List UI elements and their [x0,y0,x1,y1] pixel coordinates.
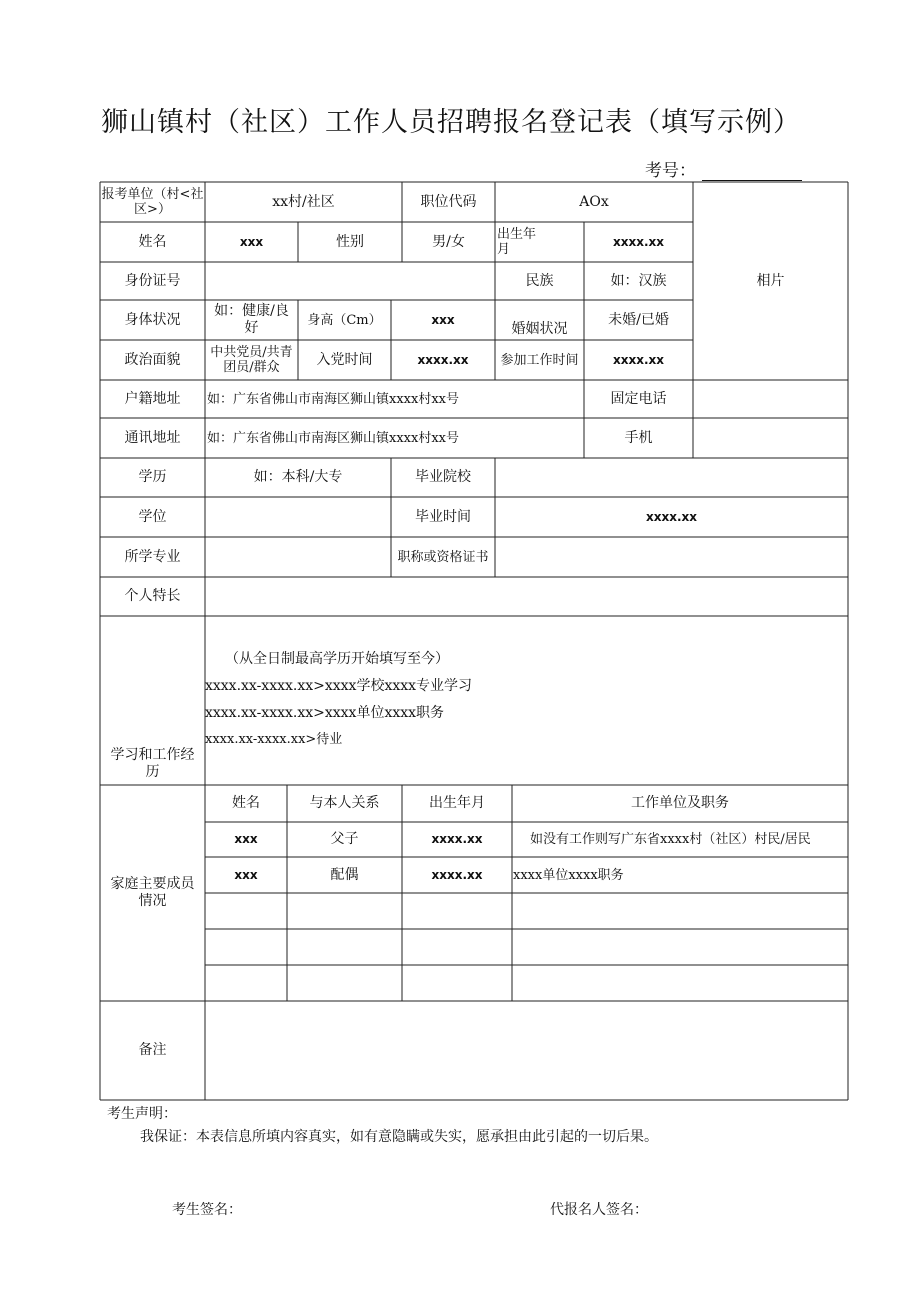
political-value[interactable]: 中共党员/共青团员/群众 [210,345,293,375]
mailing-address-label: 通讯地址 [124,429,181,446]
family-empty-rows[interactable] [205,893,848,1001]
birth-value[interactable]: xxxx.xx [613,234,664,249]
position-code-value[interactable]: AOx [579,193,609,210]
gender-value[interactable]: 男/女 [432,233,465,250]
marital-value[interactable]: 未婚/已婚 [608,311,669,328]
declaration-heading: 考生声明： [107,1106,177,1122]
experience-hint: （从全日制最高学历开始填写至今） [225,651,449,667]
family-header-relation: 与本人关系 [309,795,380,811]
name-value[interactable]: xxx [239,234,264,249]
degree-label: 学位 [138,508,167,525]
degree-field[interactable] [205,497,391,537]
certificate-field[interactable] [495,537,848,577]
party-join-label: 入党时间 [316,351,373,368]
party-join-value[interactable]: xxxx.xx [417,352,469,367]
health-value[interactable]: 如：健康/良好 [214,303,289,336]
family-header-name: 姓名 [232,795,260,811]
experience-line-2: xxxx.xx-xxxx.xx>xxxx单位xxxx职务 [205,705,445,721]
experience-field[interactable] [205,616,848,785]
special-skills-label: 个人特长 [124,588,181,604]
gender-label: 性别 [336,233,364,250]
id-number-label: 身份证号 [124,272,181,289]
graduate-school-field[interactable] [495,458,848,497]
family-label: 家庭主要成员情况 [110,876,195,909]
remarks-field[interactable] [205,1001,848,1100]
height-value[interactable]: xxx [431,312,455,327]
special-skills-field[interactable] [205,577,848,616]
major-field[interactable] [205,537,391,577]
marital-label: 婚姻状况 [511,321,568,337]
position-code-label: 职位代码 [420,193,477,210]
agent-signature-label: 代报名人签名： [550,1202,648,1218]
graduate-school-label: 毕业院校 [415,469,471,485]
page-title: 狮山镇村（社区）工作人员招聘报名登记表（填写示例） [101,107,801,138]
household-address-label: 户籍地址 [124,390,181,407]
experience-label: 学习和工作经历 [110,747,195,780]
ethnicity-value[interactable]: 如：汉族 [610,272,667,289]
political-label: 政治面貌 [124,351,181,368]
work-start-label: 参加工作时间 [500,352,579,368]
graduation-time-label: 毕业时间 [415,508,471,525]
family-row-1-name[interactable]: xxx [234,832,258,846]
landline-field[interactable] [693,380,848,418]
id-number-field[interactable] [205,262,495,300]
health-label: 身体状况 [124,311,181,328]
exam-number [645,156,802,181]
landline-label: 固定电话 [610,390,667,407]
family-row-2-employer[interactable]: xxxx单位xxxx职务 [513,867,624,883]
remarks-label: 备注 [138,1042,167,1058]
name-label: 姓名 [138,233,167,250]
mobile-field[interactable] [693,418,848,458]
major-label: 所学专业 [124,548,181,565]
family-row-2-birth[interactable]: xxxx.xx [431,867,483,882]
education-label: 学历 [138,469,167,485]
family-row-2-relation[interactable]: 配偶 [330,866,359,883]
unit-label: 报考单位（村<社区>） [101,187,204,217]
education-value[interactable]: 如：本科/大专 [253,469,343,485]
certificate-label: 职称或资格证书 [397,549,489,565]
family-header-employer: 工作单位及职务 [631,795,729,811]
family-header-birth: 出生年月 [429,795,485,811]
candidate-signature-label: 考生签名： [172,1202,242,1218]
ethnicity-label: 民族 [525,272,554,289]
family-row-1-employer[interactable]: 如没有工作则写广东省xxxx村（社区）村民/居民 [530,832,811,847]
household-address-value[interactable]: 如：广东省佛山市南海区狮山镇xxxx村xx号 [207,391,459,407]
photo-box[interactable]: 相片 [756,272,785,289]
graduation-time-value[interactable]: xxxx.xx [646,509,697,524]
experience-line-3: xxxx.xx-xxxx.xx>待业 [205,732,343,747]
family-row-1-birth[interactable]: xxxx.xx [431,832,483,846]
work-start-value[interactable]: xxxx.xx [613,352,664,367]
birth-label: 出生年月 [497,227,537,257]
exam-number-field[interactable] [702,164,802,181]
exam-number-label: 考号： [645,161,696,181]
declaration-text: 我保证：本表信息所填内容真实，如有意隐瞒或失实，愿承担由此引起的一切后果。 [140,1129,658,1145]
family-row-1-relation[interactable]: 父子 [330,831,359,847]
family-row-2-name[interactable]: xxx [234,867,258,882]
experience-line-1: xxxx.xx-xxxx.xx>xxxx学校xxxx专业学习 [205,678,473,694]
height-label: 身高（Cm） [307,312,382,328]
mobile-label: 手机 [624,429,653,446]
mailing-address-value[interactable]: 如：广东省佛山市南海区狮山镇xxxx村xx号 [207,430,459,446]
unit-value[interactable]: xx村/社区 [272,193,335,210]
